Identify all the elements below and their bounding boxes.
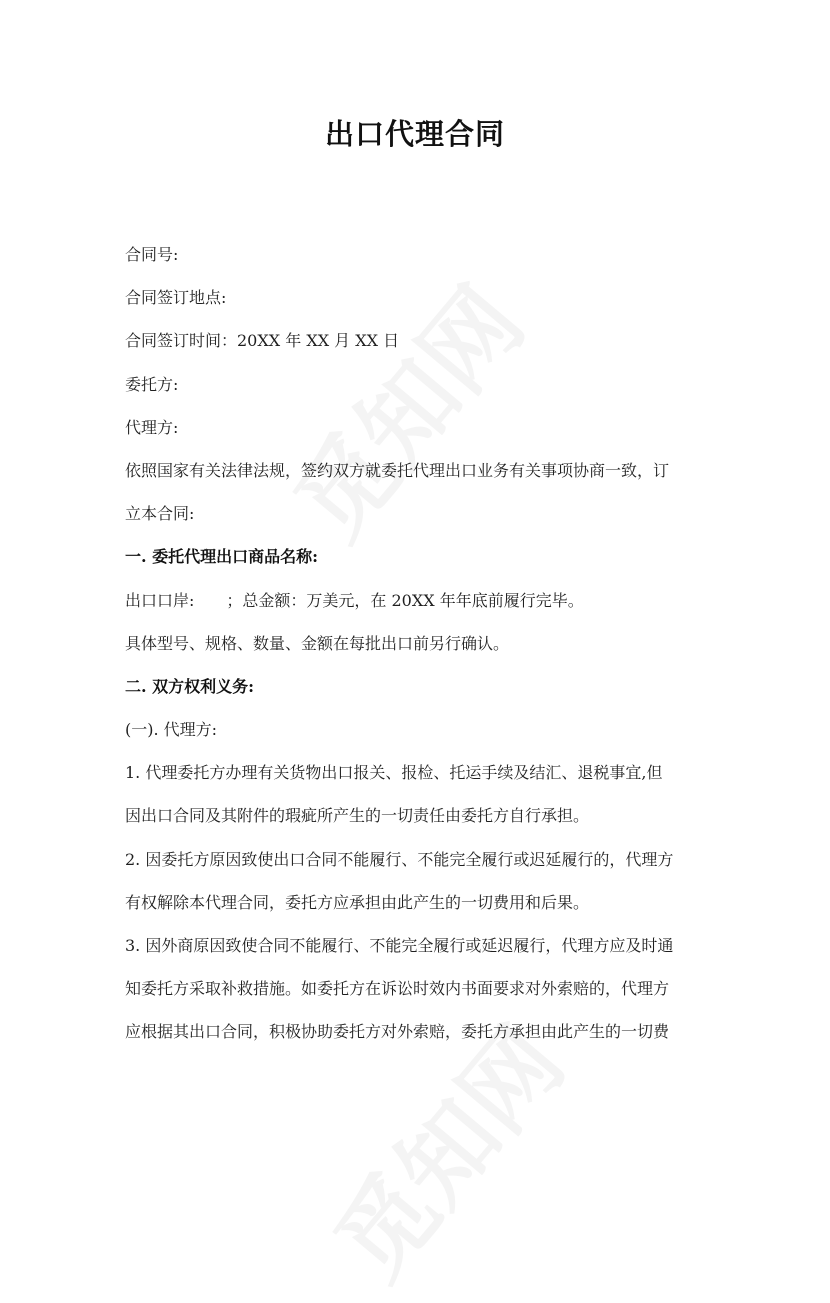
- text-line: 代理方:: [125, 417, 179, 437]
- document-body: [125, 240, 715, 1061]
- text-line: 3. 因外商原因致使合同不能履行、不能完全履行或延迟履行，代理方应及时通: [125, 936, 674, 955]
- text-line: 依照国家有关法律法规，签约双方就委托代理出口业务有关事项协商一致，订: [125, 460, 670, 480]
- text-line: 合同签订时间：20XX 年 XX 月 XX 日: [125, 331, 400, 351]
- text-line: 合同签订地点:: [125, 288, 227, 308]
- text-line: 委托方:: [125, 374, 179, 394]
- text-line: 有权解除本代理合同，委托方应承担由此产生的一切费用和后果。: [125, 892, 590, 912]
- text-line: 1. 代理委托方办理有关货物出口报关、报检、托运手续及结汇、退税事宜,但: [125, 763, 663, 783]
- text-line: 知委托方采取补救措施。如委托方在诉讼时效内书面要求对外索赔的，代理方: [125, 979, 670, 999]
- text-line: 因出口合同及其附件的瑕疵所产生的一切责任由委托方自行承担。: [125, 806, 590, 826]
- text-line: 立本合同:: [125, 504, 195, 524]
- text-line: (一). 代理方:: [125, 720, 218, 740]
- text-line: 应根据其出口合同，积极协助委托方对外索赔，委托方承担由此产生的一切费: [125, 1022, 670, 1042]
- text-line: 合同号:: [125, 245, 179, 264]
- document-title: 出口代理合同: [324, 117, 505, 151]
- text-line: 具体型号、规格、数量、金额在每批出口前另行确认。: [125, 633, 510, 653]
- text-line: 出口口岸: ；总金额：万美元，在 20XX 年年底前履行完毕。: [125, 590, 584, 610]
- text-line: 2. 因委托方原因致使出口合同不能履行、不能完全履行或迟延履行的，代理方: [125, 849, 674, 869]
- section-heading: 一. 委托代理出口商品名称:: [125, 547, 319, 567]
- section-heading: 二. 双方权利义务:: [125, 676, 255, 696]
